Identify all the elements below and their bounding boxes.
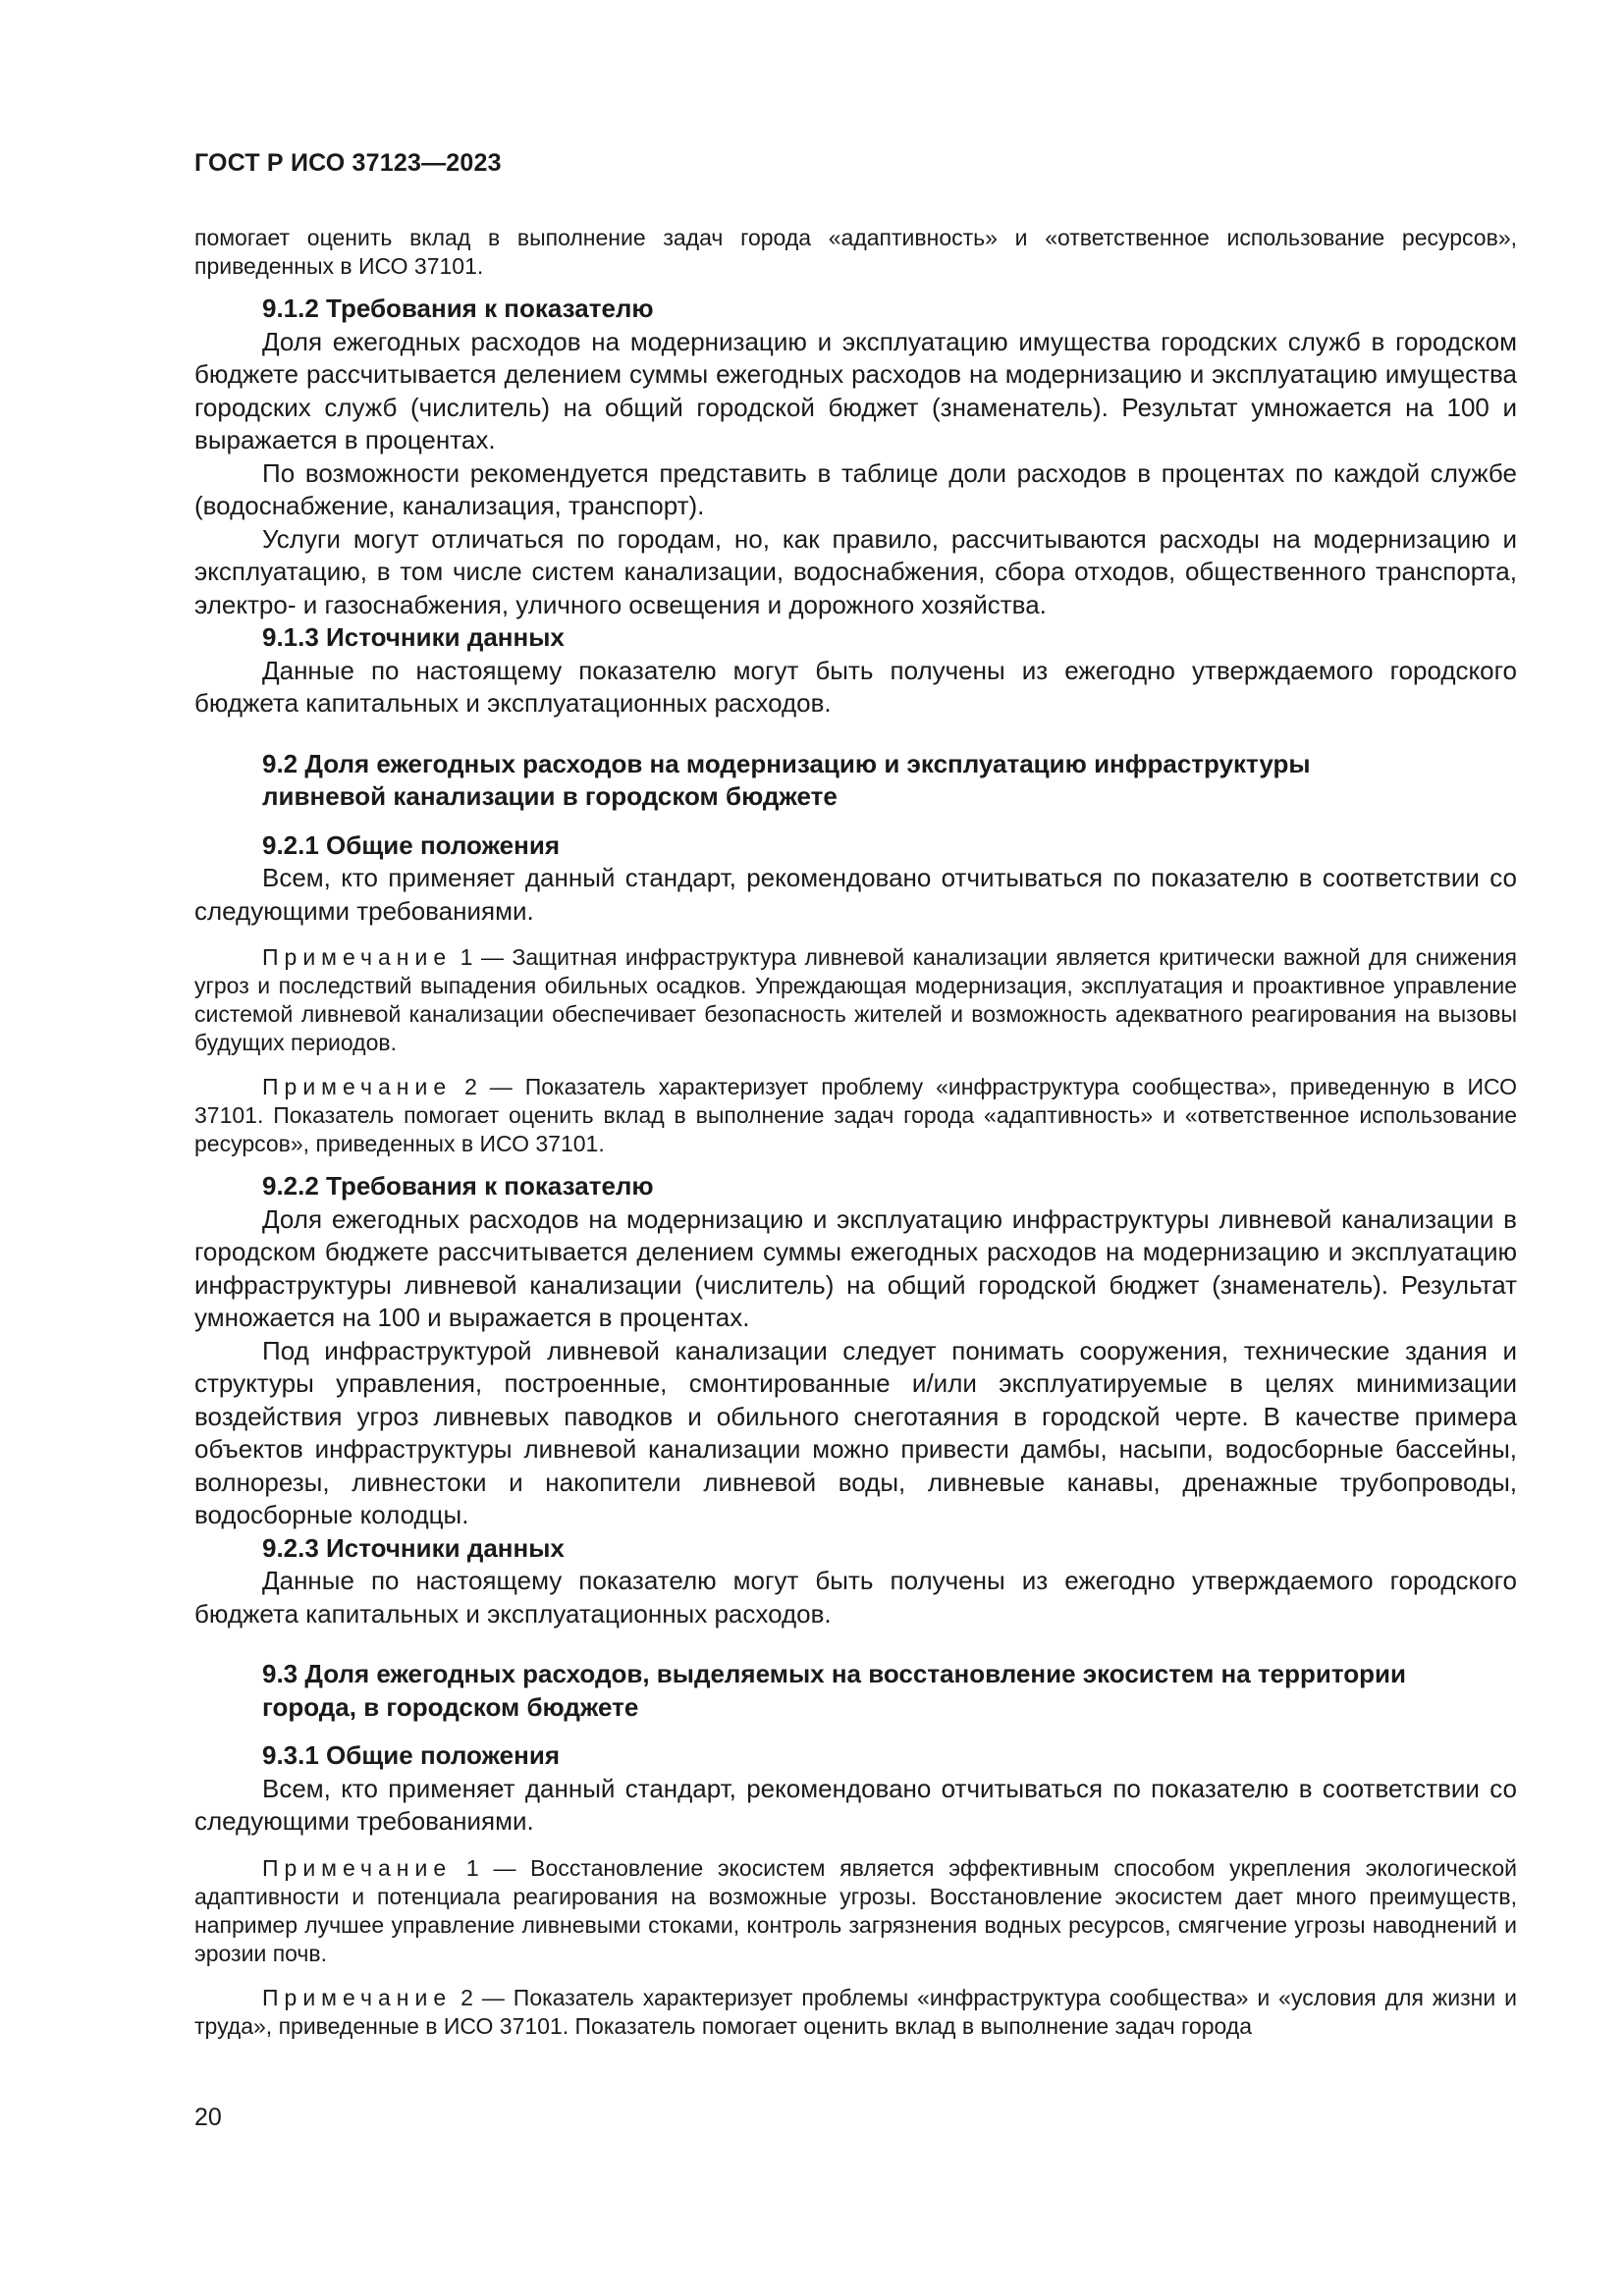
note-label: Примечание [262,1854,453,1881]
page-number: 20 [194,2104,222,2131]
section-9-1-3-paragraph-1: Данные по настоящему показателю могут быть получены из ежегодно утверждаемого городского бюджета капитальных и эксплуатационных расходов. [194,655,1517,718]
section-9-2-1-title: 9.2.1 Общие положения [262,829,560,860]
note-number: 2 [464,1074,477,1099]
section-9-1-2-title: 9.1.2 Требования к показателю [262,294,654,323]
section-9-3-1-note-2 [194,1984,1517,2041]
section-9-3-title-line-1: 9.3 Доля ежегодных расходов, выделяемых на восстановление экосистем на территории [262,1659,1406,1688]
section-9-2-title [194,748,1517,814]
note-label: Примечание [262,1074,453,1099]
section-9-2-2-paragraph-2: Под инфраструктурой ливневой канализации следует понимать сооружения, технические здания и структуры управления, построенные, смонтированные и/или эксплуатируемые в целях минимизации воздействия угроз ливневых паводков и обильного снеготаяния в городской черте. В качестве примера объектов инфраструктуры ливневой канализации можно привести дамбы, насыпи, водосборные бассейны, волнорезы, ливнестоки и накопители ливневой воды, ливневые канавы, дренажные трубопроводы, водосборные колодцы. [194,1335,1517,1529]
section-9-2-2-paragraph-1: Доля ежегодных расходов на модернизацию и эксплуатацию инфраструктуры ливневой канализации в городском бюджете рассчитывается делением суммы ежегодных расходов на модернизацию и эксплуатацию инфраструктуры ливневой канализации (числитель) на общий городской бюджет (знаменатель). Результат умножается на 100 и выражается в процентах. [194,1203,1517,1332]
section-9-1-3-title: 9.1.3 Источники данных [262,622,565,652]
section-9-3-title-line-2: города, в городском бюджете [262,1691,639,1722]
section-9-1-2-paragraph-1: Доля ежегодных расходов на модернизацию и эксплуатацию имущества городских служб в городском бюджете рассчитывается делением суммы ежегодных расходов на модернизацию и эксплуатацию имущества городских служб (числитель) на общий городской бюджет (знаменатель). Результат умножается на 100 и выражается в процентах. [194,326,1517,454]
section-9-2-3-paragraph-1: Данные по настоящему показателю могут быть получены из ежегодно утверждаемого городского бюджета капитальных и эксплуатационных расходов. [194,1566,1517,1629]
section-9-3-title [194,1658,1517,1724]
section-9-2-1-note-2 [194,1073,1517,1158]
section-9-3-1-paragraph-1: Всем, кто применяет данный стандарт, рекомендовано отчитываться по показателю в соответствии со следующими требованиями. [194,1773,1517,1836]
section-9-3-1-note-1 [194,1854,1517,1968]
note-number: 1 [460,944,473,970]
note-text: — Показатель характеризует проблемы «инфраструктура сообщества» и «условия для жизни и труда», приведенные в ИСО 37101. Показатель помогает оценить вклад в выполнение задач города [194,1984,1518,2039]
section-9-1-2-paragraph-2: По возможности рекомендуется представить в таблице доли расходов в процентах по каждой службе (водоснабжение, канализация, транспорт). [194,457,1517,520]
note-number: 2 [460,1984,473,2010]
section-9-2-3-title: 9.2.3 Источники данных [262,1532,565,1563]
standard-code-header: ГОСТ Р ИСО 37123—2023 [194,149,502,177]
section-9-3-1-title: 9.3.1 Общие положения [262,1740,560,1770]
intro-continuation: помогает оценить вклад в выполнение задач города «адаптивность» и «ответственное использование ресурсов», приведенных в ИСО 37101. [194,225,1517,279]
section-9-2-title-line-2: ливневой канализации в городском бюджете [262,781,838,811]
section-9-1-2-paragraph-3: Услуги могут отличаться по городам, но, как правило, рассчитываются расходы на модернизацию и эксплуатацию, в том числе систем канализации, водоснабжения, сбора отходов, общественного транспорта, электро- и газоснабжения, уличного освещения и дорожного хозяйства. [194,523,1517,619]
section-9-2-1-paragraph-1: Всем, кто применяет данный стандарт, рекомендовано отчитываться по показателю в соответствии со следующими требованиями. [194,863,1517,926]
note-text: — Защитная инфраструктура ливневой канализации является критически важной для снижения угроз и последствий выпадения обильных осадков. Упреждающая модернизация, эксплуатация и проактивное управление системой ливневой канализации обеспечивает безопасность жителей и возможность адекватного реагирования на вызовы будущих периодов. [194,944,1518,1055]
note-label: Примечание [262,1984,453,2010]
note-label: Примечание [262,944,453,970]
note-text: — Восстановление экосистем является эффективным способом укрепления экологической адаптивности и потенциала реагирования на возможные угрозы. Восстановление экосистем дает много преимуществ, например лучшее управление ливневыми стоками, контроль загрязнения водных ресурсов, смягчение угрозы наводнений и эрозии почв. [194,1854,1517,1966]
document-body [194,224,1517,2041]
section-9-2-title-line-1: 9.2 Доля ежегодных расходов на модернизацию и эксплуатацию инфраструктуры [262,748,1311,778]
section-9-2-1-note-1 [194,943,1517,1057]
note-text: — Показатель характеризует проблему «инфраструктура сообщества», приведенную в ИСО 37101. Показатель помогает оценить вклад в выполнение задач города «адаптивность» и «ответственное использование ресурсов», приведенных в ИСО 37101. [194,1074,1518,1156]
section-9-2-2-title: 9.2.2 Требования к показателю [262,1171,654,1201]
note-number: 1 [465,1854,479,1881]
